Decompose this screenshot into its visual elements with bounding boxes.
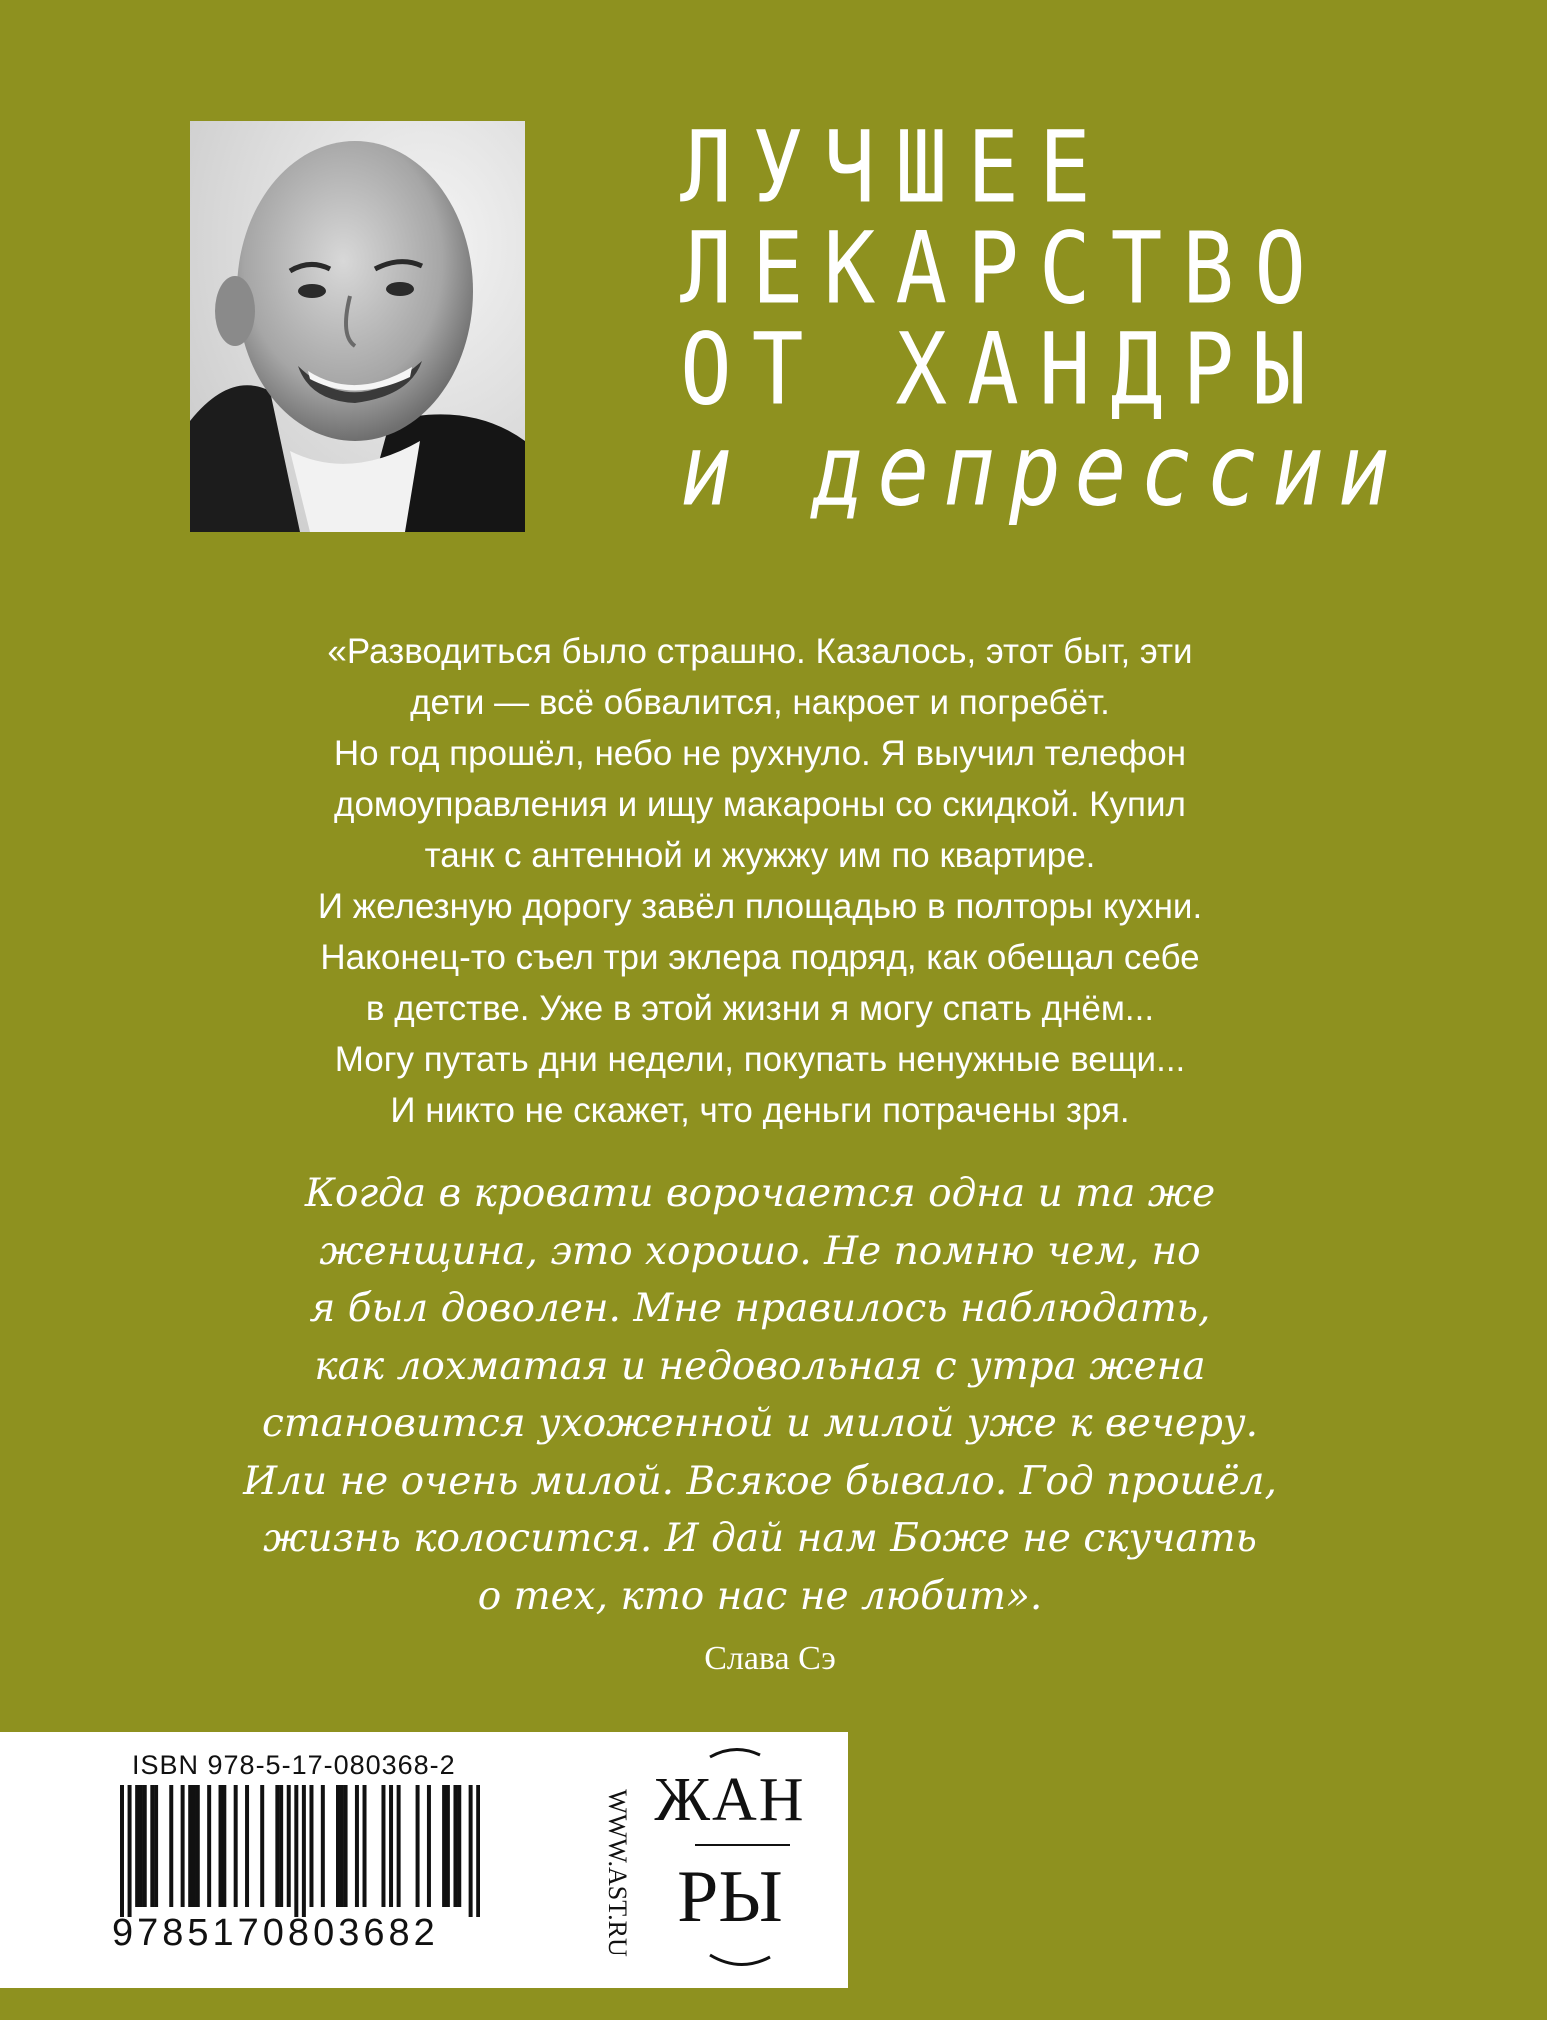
hand-line: Когда в кровати ворочается одна и та же (304, 1171, 1216, 1216)
barcode-bar (336, 1785, 340, 1907)
barcode-bar (181, 1785, 185, 1907)
barcode-bar (196, 1785, 200, 1907)
barcode-bar (294, 1785, 298, 1917)
barcode-bar (321, 1785, 325, 1907)
logo-text-bottom: РЫ (677, 1856, 783, 1938)
publisher-logo (640, 1745, 820, 1975)
quote-line: домоуправления и ищу макароны со скидкой. Купил (334, 785, 1186, 824)
quote-line: Но год прошёл, небо не рухнуло. Я выучил телефон (333, 734, 1187, 773)
barcode-bar (120, 1785, 124, 1917)
quote-line: И никто не скажет, что деньги потрачены зря. (390, 1091, 1130, 1130)
barcode (120, 1785, 480, 1917)
barcode-bar (287, 1785, 291, 1907)
barcode-bar (476, 1785, 480, 1917)
handwritten-block (170, 1165, 1350, 1625)
barcode-bar (446, 1785, 450, 1907)
author-photo (190, 121, 525, 532)
barcode-bar (469, 1785, 473, 1917)
hand-line: о тех, кто нас не любит». (477, 1573, 1043, 1619)
hand-line: как лохматая и недовольная с утра жена (314, 1343, 1206, 1389)
barcode-bar (150, 1785, 154, 1907)
barcode-bar (453, 1785, 457, 1907)
barcode-bar (363, 1785, 367, 1907)
quote-line: дети — всё обвалится, накроет и погребёт. (410, 683, 1110, 722)
barcode-bar (135, 1785, 139, 1907)
quote-line: «Разводиться было страшно. Казалось, этот быт, эти (327, 632, 1193, 671)
quote-line: Могу путать дни недели, покупать ненужные вещи... (334, 1040, 1186, 1079)
ean-digits: 9785170803682 (112, 1912, 439, 1954)
hand-line: становится ухоженной и милой уже к вечеру. (261, 1401, 1258, 1446)
quote-block (200, 626, 1320, 1136)
barcode-bar (381, 1785, 385, 1907)
barcode-bar (442, 1785, 446, 1907)
hand-line: женщина, это хорошо. Не помню чем, но (319, 1228, 1201, 1274)
barcode-bar (302, 1785, 306, 1917)
hand-line: я был доволен. Мне нравилось наблюдать, (309, 1286, 1211, 1331)
quote-line: И железную дорогу завёл площадью в полторы кухни. (317, 887, 1203, 926)
barcode-bar (340, 1785, 344, 1907)
barcode-bar (260, 1785, 264, 1907)
barcode-bar (279, 1785, 283, 1907)
barcode-bar (128, 1785, 132, 1917)
logo-text-top: ЖАН (654, 1766, 806, 1834)
barcode-bar (154, 1785, 158, 1907)
quote-line: танк с антенной и жужжу им по квартире. (424, 836, 1096, 875)
barcode-bar (188, 1785, 192, 1907)
barcode-bar (309, 1785, 313, 1907)
barcode-bar (457, 1785, 461, 1907)
headline-line-2: ЛЕКАРСТВО (680, 211, 1326, 327)
barcode-bar (222, 1785, 226, 1907)
headline-line-1: ЛУЧШЕЕ (680, 110, 1111, 226)
barcode-bar (427, 1785, 431, 1907)
barcode-bar (143, 1785, 147, 1907)
barcode-bar (397, 1785, 401, 1907)
headline-line-4: и депрессии (680, 413, 1404, 529)
barcode-bar (139, 1785, 143, 1907)
headline (680, 110, 1404, 529)
isbn-text: ISBN 978-5-17-080368-2 (132, 1750, 456, 1780)
quote-line: в детстве. Уже в этой жизни я могу спать днём... (365, 989, 1155, 1028)
author-name: Слава Сэ (704, 1640, 836, 1677)
barcode-bar (234, 1785, 238, 1907)
barcode-bar (416, 1785, 420, 1907)
hand-line: Или не очень милой. Всякое бывало. Год прошёл, (243, 1458, 1277, 1504)
publisher-url: WWW.AST.RU (603, 1789, 632, 1957)
barcode-bar (389, 1785, 393, 1907)
barcode-bar (192, 1785, 196, 1907)
barcode-bar (344, 1785, 348, 1907)
hand-line: жизнь колосится. И дай нам Боже не скучать (263, 1516, 1257, 1561)
quote-line: Наконец-то съел три эклера подряд, как обещал себе (320, 938, 1200, 977)
barcode-bar (169, 1785, 173, 1907)
barcode-bar (275, 1785, 279, 1907)
headline-line-3: ОТ ХАНДРЫ (680, 312, 1326, 428)
barcode-bar (219, 1785, 223, 1907)
barcode-bar (207, 1785, 211, 1907)
barcode-bar (245, 1785, 249, 1907)
barcode-bar (355, 1785, 359, 1907)
